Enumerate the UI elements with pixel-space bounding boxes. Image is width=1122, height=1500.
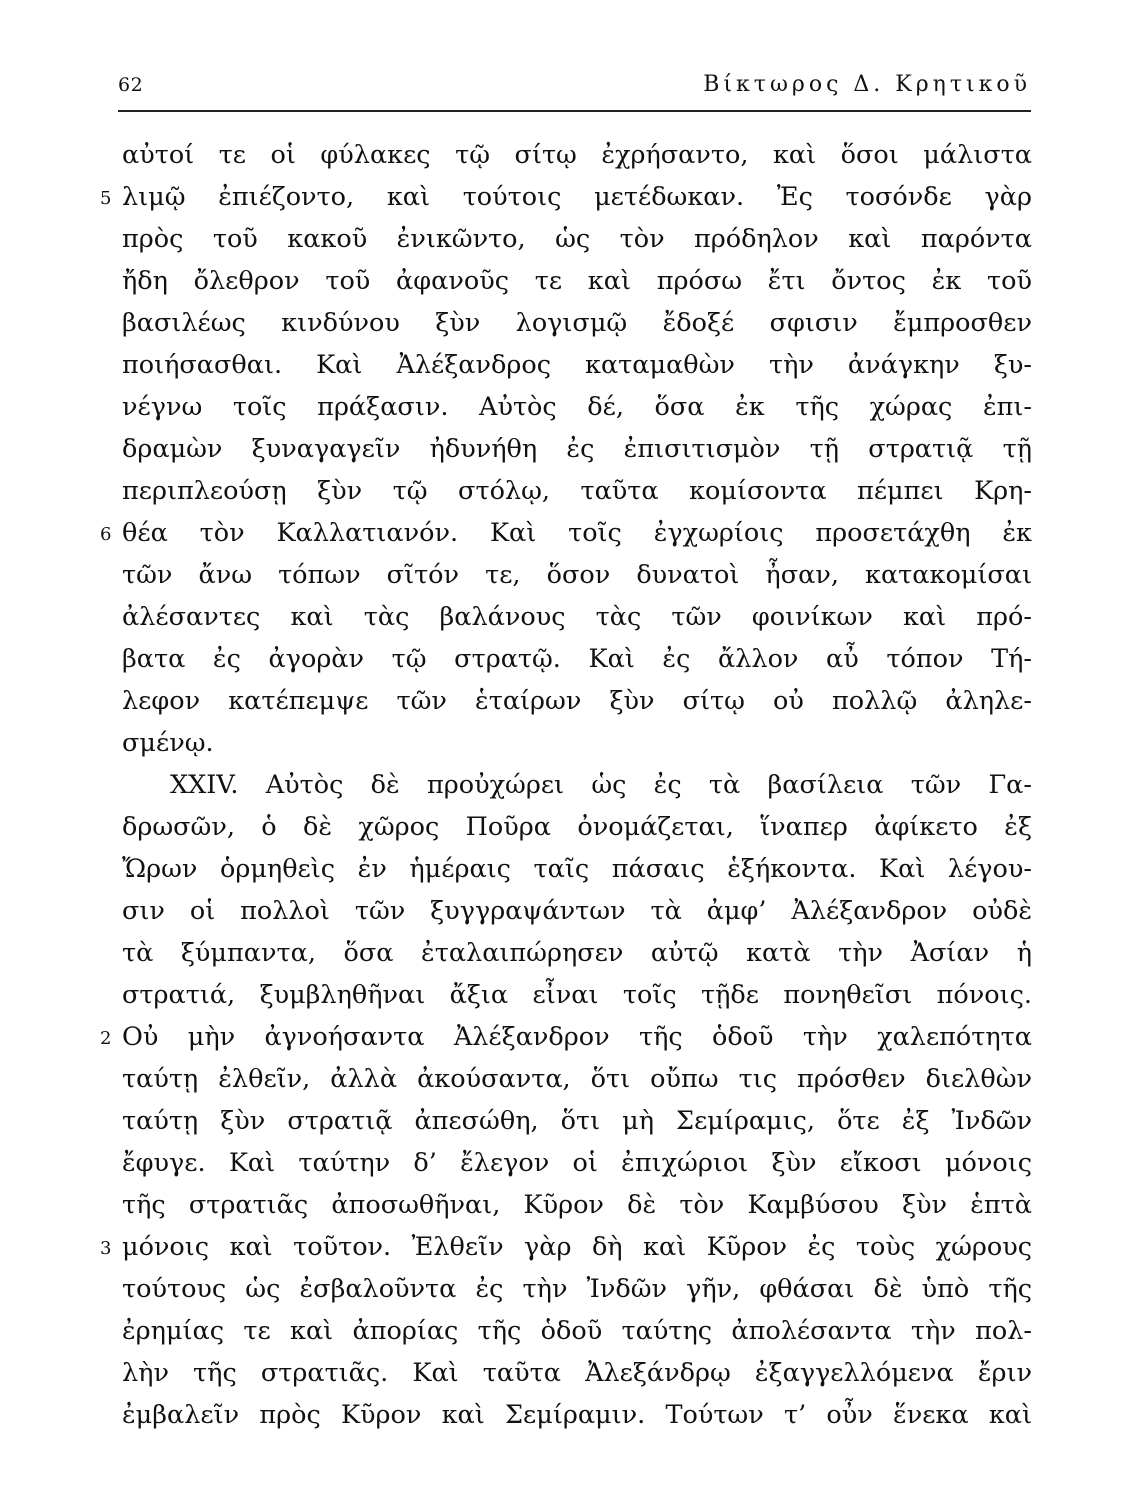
text-line: νέγνω τοῖς πράξασιν. Αὐτὸς δέ, ὅσα ἐκ τῆς χώρας ἐπι- — [122, 392, 1032, 422]
section-number: 6 — [100, 524, 112, 545]
text-line: δραμὼν ξυναγαγεῖν ἠδυνήθη ἐς ἐπισιτισμὸν τῇ στρατιᾷ τῇ — [122, 434, 1032, 464]
text-line: ἀλέσαντες καὶ τὰς βαλάνους τὰς τῶν φοινίκων καὶ πρό- — [122, 602, 1032, 632]
page-header — [118, 74, 1031, 106]
section-number: 5 — [100, 188, 112, 209]
text-line: τῶν ἄνω τόπων σῖτόν τε, ὅσον δυνατοὶ ἦσαν, κατακομίσαι — [122, 560, 1032, 590]
text-line: τῆς στρατιᾶς ἀποσωθῆναι, Κῦρον δὲ τὸν Καμβύσου ξὺν ἑπτὰ — [122, 1190, 1032, 1220]
text-line: αὐτοί τε οἱ φύλακες τῷ σίτῳ ἐχρήσαντο, καὶ ὅσοι μάλιστα — [122, 140, 1032, 170]
text-line: ἔφυγε. Καὶ ταύτην δ’ ἔλεγον οἱ ἐπιχώριοι ξὺν εἴκοσι μόνοις — [122, 1148, 1032, 1178]
text-line: στρατιά, ξυμβληθῆναι ἄξια εἶναι τοῖς τῇδε πονηθεῖσι πόνοις. — [122, 980, 1032, 1010]
text-line: δρωσῶν, ὁ δὲ χῶρος Ποῦρα ὀνομάζεται, ἵναπερ ἀφίκετο ἐξ — [122, 812, 1032, 842]
running-head: Βίκτωρος Δ. Κρητικοῦ — [703, 72, 1031, 97]
text-line: τὰ ξύμπαντα, ὅσα ἐταλαιπώρησεν αὐτῷ κατὰ τὴν Ἀσίαν ἡ — [122, 938, 1032, 968]
text-line: ἐμβαλεῖν πρὸς Κῦρον καὶ Σεμίραμιν. Τούτων τ’ οὖν ἕνεκα καὶ — [122, 1400, 1032, 1430]
text-line: τούτους ὡς ἐσβαλοῦντα ἐς τὴν Ἰνδῶν γῆν, φθάσαι δὲ ὑπὸ τῆς — [122, 1274, 1032, 1304]
text-line: ταύτῃ ξὺν στρατιᾷ ἀπεσώθη, ὅτι μὴ Σεμίραμις, ὅτε ἐξ Ἰνδῶν — [122, 1106, 1032, 1136]
header-rule — [118, 110, 1031, 112]
text-line: σμένῳ. — [122, 728, 214, 758]
text-line: 6 θέα τὸν Καλλατιανόν. Καὶ τοῖς ἐγχωρίοις προσετάχθη ἐκ — [122, 512, 1032, 554]
text-line: βατα ἐς ἀγορὰν τῷ στρατῷ. Καὶ ἐς ἄλλον αὖ τόπον Τή- — [122, 644, 1032, 674]
text-line: ἐρημίας τε καὶ ἀπορίας τῆς ὁδοῦ ταύτης ἀπολέσαντα τὴν πολ- — [122, 1316, 1032, 1346]
text-line: περιπλεούσῃ ξὺν τῷ στόλῳ, ταῦτα κομίσοντα πέμπει Κρη- — [122, 476, 1032, 506]
text-line: σιν οἱ πολλοὶ τῶν ξυγγραψάντων τὰ ἀμφ’ Ἀλέξανδρον οὐδὲ — [122, 896, 1032, 926]
chapter-start-line: XXIV. Αὐτὸς δὲ προὐχώρει ὡς ἐς τὰ βασίλεια τῶν Γα- — [170, 770, 1032, 800]
page-number: 62 — [118, 74, 144, 96]
section-number: 2 — [100, 1028, 112, 1049]
text-line: 2 Οὐ μὴν ἀγνοήσαντα Ἀλέξανδρον τῆς ὁδοῦ τὴν χαλεπότητα — [122, 1016, 1032, 1058]
text-line: ποιήσασθαι. Καὶ Ἀλέξανδρος καταμαθὼν τὴν ἀνάγκην ξυ- — [122, 350, 1032, 380]
body-text — [100, 134, 1032, 1436]
section-number: 3 — [100, 1238, 112, 1259]
text-line: βασιλέως κινδύνου ξὺν λογισμῷ ἔδοξέ σφισιν ἔμπροσθεν — [122, 308, 1032, 338]
text-line: λεφον κατέπεμψε τῶν ἑταίρων ξὺν σίτῳ οὐ πολλῷ ἀληλε- — [122, 686, 1032, 716]
text-line: πρὸς τοῦ κακοῦ ἐνικῶντο, ὡς τὸν πρόδηλον καὶ παρόντα — [122, 224, 1032, 254]
text-line: ταύτῃ ἐλθεῖν, ἀλλὰ ἀκούσαντα, ὅτι οὔπω τις πρόσθεν διελθὼν — [122, 1064, 1032, 1094]
text-line: λὴν τῆς στρατιᾶς. Καὶ ταῦτα Ἀλεξάνδρῳ ἐξαγγελλόμενα ἔριν — [122, 1358, 1032, 1388]
text-line: 3 μόνοις καὶ τοῦτον. Ἐλθεῖν γὰρ δὴ καὶ Κῦρον ἐς τοὺς χώρους — [122, 1226, 1032, 1268]
text-line: 5 λιμῷ ἐπιέζοντο, καὶ τούτοις μετέδωκαν. Ἐς τοσόνδε γὰρ — [122, 176, 1032, 218]
text-line: Ὤρων ὁρμηθεὶς ἐν ἡμέραις ταῖς πάσαις ἑξήκοντα. Καὶ λέγου- — [122, 854, 1032, 884]
text-line: ἤδη ὄλεθρον τοῦ ἀφανοῦς τε καὶ πρόσω ἔτι ὄντος ἐκ τοῦ — [122, 266, 1032, 296]
